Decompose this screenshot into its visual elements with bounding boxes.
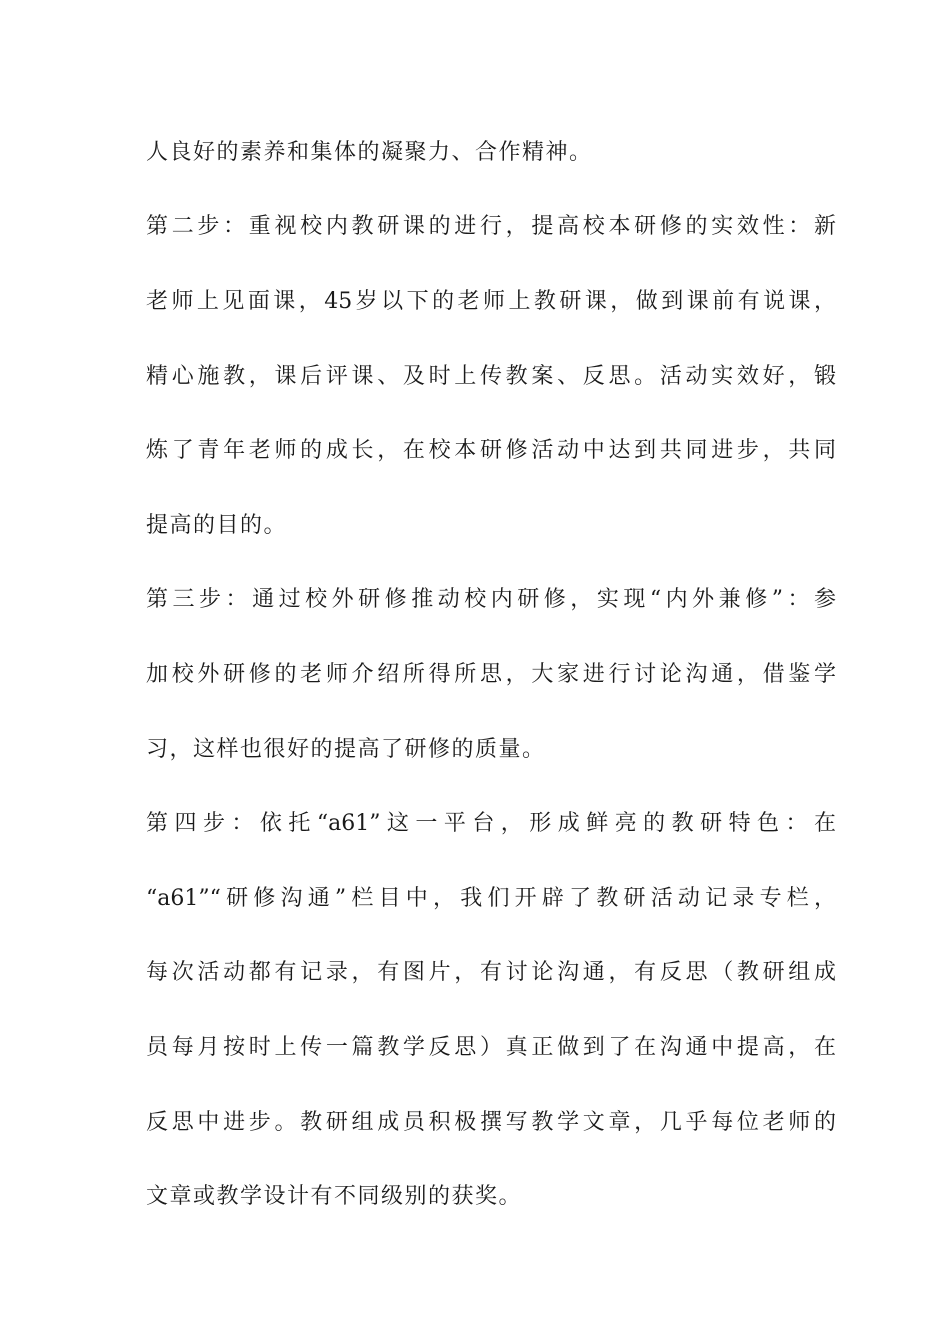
paragraph-line-13: 员每月按时上传一篇教学反思）真正做到了在沟通中提高，在: [146, 1035, 836, 1060]
paragraph-line-9: 习，这样也很好的提高了研修的质量。: [146, 737, 546, 762]
paragraph-line-11: “a61”“研修沟通”栏目中，我们开辟了教研活动记录专栏，: [146, 886, 836, 911]
paragraph-line-4: 精心施教，课后评课、及时上传教案、反思。活动实效好，锻: [146, 364, 836, 389]
paragraph-line-6: 提高的目的。: [146, 513, 288, 538]
paragraph-line-15: 文章或教学设计有不同级别的获奖。: [146, 1184, 523, 1209]
paragraph-line-5: 炼了青年老师的成长，在校本研修活动中达到共同进步，共同: [146, 438, 836, 463]
paragraph-line-1: 人良好的素养和集体的凝聚力、合作精神。: [146, 140, 593, 165]
paragraph-line-10: 第四步：依托“a61”这一平台，形成鲜亮的教研特色：在: [146, 811, 836, 836]
paragraph-line-12: 每次活动都有记录，有图片，有讨论沟通，有反思（教研组成: [146, 960, 836, 985]
paragraph-line-8: 加校外研修的老师介绍所得所思，大家进行讨论沟通，借鉴学: [146, 662, 836, 687]
paragraph-line-14: 反思中进步。教研组成员积极撰写教学文章，几乎每位老师的: [146, 1110, 836, 1135]
paragraph-line-7: 第三步：通过校外研修推动校内研修，实现“内外兼修”：参: [146, 587, 836, 612]
paragraph-line-2: 第二步：重视校内教研课的进行，提高校本研修的实效性：新: [146, 214, 836, 239]
paragraph-line-3: 老师上见面课，45岁以下的老师上教研课，做到课前有说课，: [146, 289, 836, 314]
